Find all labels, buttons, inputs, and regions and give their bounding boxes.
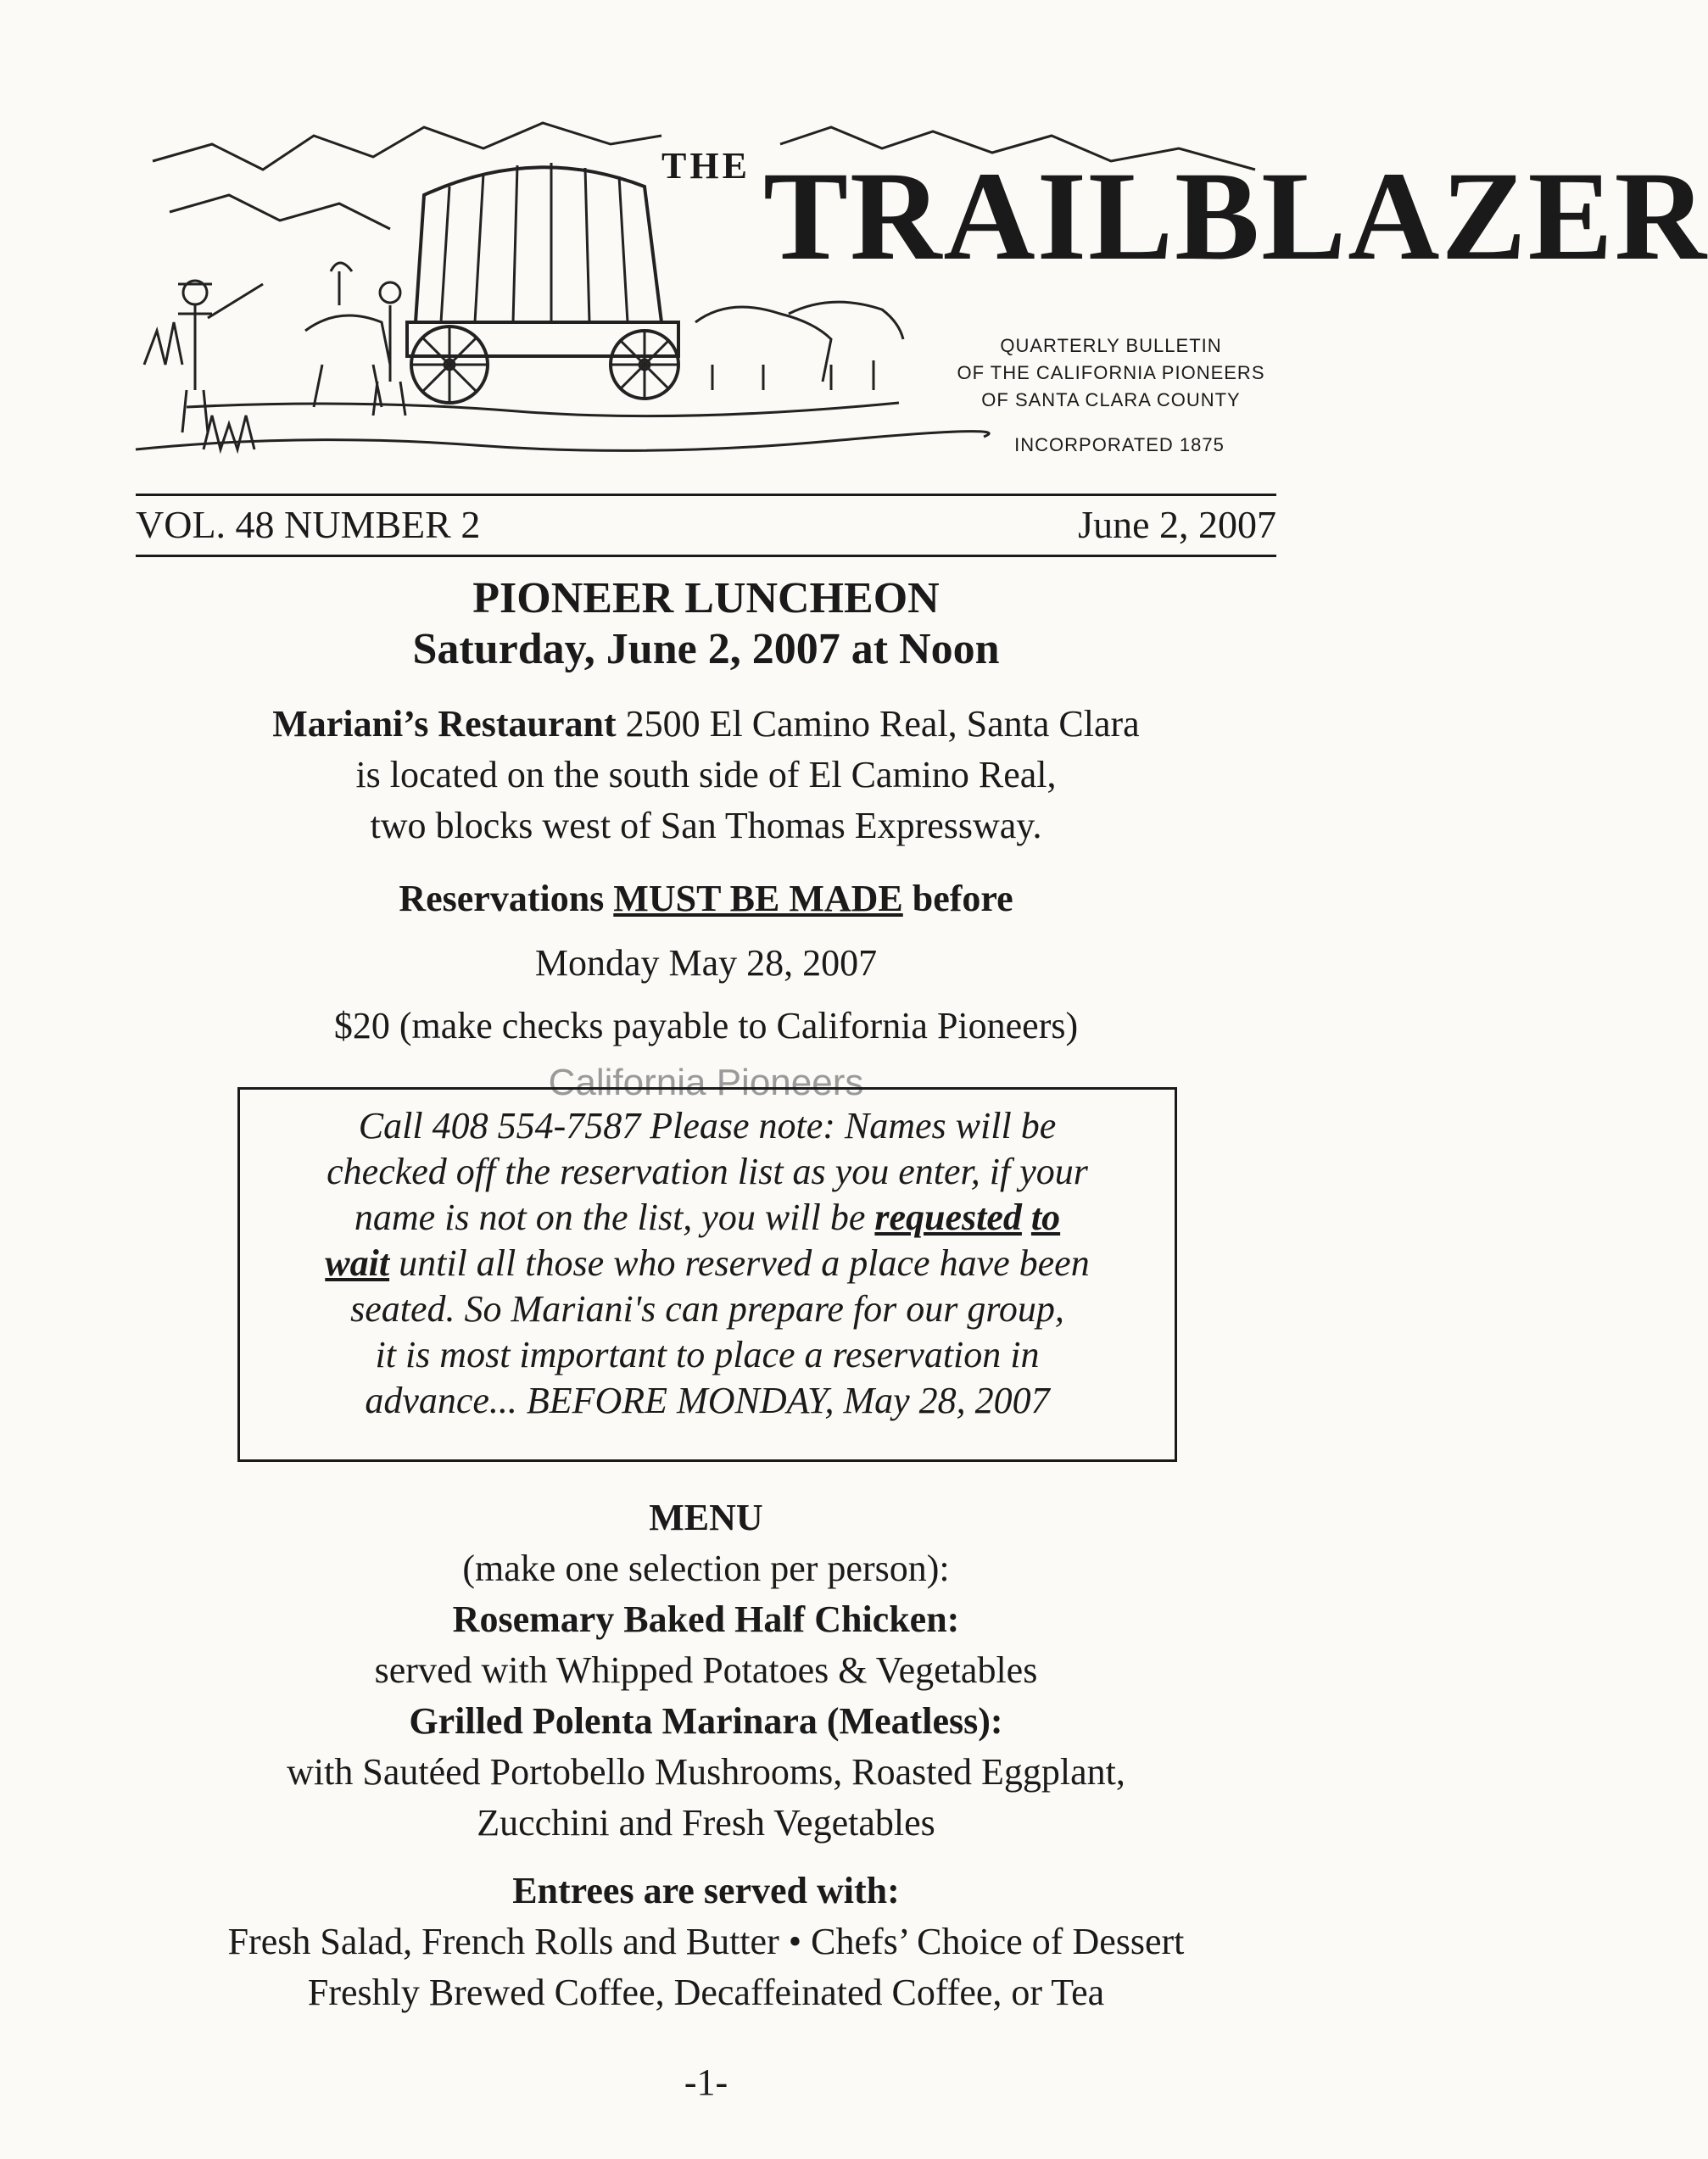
sides-heading: Entrees are served with: xyxy=(512,1870,900,1911)
menu-instruction: (make one selection per person): xyxy=(462,1548,950,1589)
menu-item-2-name: Grilled Polenta Marinara (Meatless): xyxy=(409,1700,1003,1742)
issue-date: June 2, 2007 xyxy=(1078,503,1276,546)
bulletin-line-3: OF SANTA CLARA COUNTY xyxy=(981,389,1241,410)
bulletin-line-2: OF THE CALIFORNIA PIONEERS xyxy=(957,362,1265,383)
notice-to: to xyxy=(1030,1197,1061,1238)
notice-line-5: seated. So Mariani's can prepare for our group, xyxy=(350,1288,1064,1330)
reservation-prefix: Reservations xyxy=(399,878,614,919)
notice-line-4-text: until all those who reserved a place have been xyxy=(389,1242,1090,1284)
top-rule xyxy=(136,494,1276,496)
event-datetime: Saturday, June 2, 2007 at Noon xyxy=(412,625,1000,673)
menu-item-2-desc-2: Zucchini and Fresh Vegetables xyxy=(477,1802,935,1844)
sides-line-1: Fresh Salad, French Rolls and Butter • Chefs’ Choice of Dessert xyxy=(227,1921,1185,1962)
notice-wait: wait xyxy=(325,1242,390,1284)
notice-line-6: it is most important to place a reservation in xyxy=(375,1334,1040,1375)
reservation-heading xyxy=(136,873,1276,924)
sides-line-2: Freshly Brewed Coffee, Decaffeinated Coffee, or Tea xyxy=(307,1972,1105,2013)
venue-line xyxy=(136,699,1276,750)
watermark: California Pioneers xyxy=(548,1062,864,1103)
bottom-rule xyxy=(136,555,1276,557)
reservation-notice xyxy=(257,1103,1158,1424)
menu-item-1-name: Rosemary Baked Half Chicken: xyxy=(452,1598,960,1640)
menu-item-2-desc-1: with Sautéed Portobello Mushrooms, Roasted Eggplant, xyxy=(287,1751,1125,1793)
page-number: -1- xyxy=(684,2061,728,2103)
location-line-2: two blocks west of San Thomas Expressway. xyxy=(370,805,1042,846)
menu-item-1-desc: served with Whipped Potatoes & Vegetables xyxy=(374,1649,1038,1691)
volume-number: VOL. 48 NUMBER 2 xyxy=(136,503,481,546)
venue-address: 2500 El Camino Real, Santa Clara xyxy=(625,703,1140,745)
reservation-emphasis: MUST BE MADE xyxy=(613,878,903,919)
notice-line-3 xyxy=(257,1195,1158,1241)
notice-line-4 xyxy=(257,1241,1158,1286)
masthead xyxy=(136,110,1708,483)
event-title: PIONEER LUNCHEON xyxy=(472,574,940,622)
menu-heading: MENU xyxy=(649,1497,763,1538)
reservation-deadline: Monday May 28, 2007 xyxy=(534,942,878,984)
venue-name: Mariani’s Restaurant xyxy=(272,703,617,745)
notice-line-2: checked off the reservation list as you enter, if your xyxy=(327,1151,1088,1192)
reservation-suffix: before xyxy=(902,878,1013,919)
notice-line-3-text: name is not on the list, you will be xyxy=(354,1197,875,1238)
notice-requested: requested xyxy=(874,1197,1022,1238)
masthead-the: THE xyxy=(661,145,751,187)
reservation-notice-box xyxy=(237,1087,1177,1462)
location-line-1: is located on the south side of El Camino Real, xyxy=(355,754,1057,795)
notice-line-7: advance... BEFORE MONDAY, May 28, 2007 xyxy=(365,1380,1050,1421)
newsletter-title: TRAILBLAZER xyxy=(763,146,1708,287)
notice-line-3-space xyxy=(1022,1197,1031,1238)
notice-line-1: Call 408 554-7587 Please note: Names will be xyxy=(358,1105,1057,1146)
incorporated-line: INCORPORATED 1875 xyxy=(1014,434,1225,455)
publisher-info xyxy=(941,332,1281,414)
bulletin-line-1: QUARTERLY BULLETIN xyxy=(1000,335,1222,356)
reservation-price: $20 (make checks payable to California Pioneers) xyxy=(333,1005,1079,1046)
